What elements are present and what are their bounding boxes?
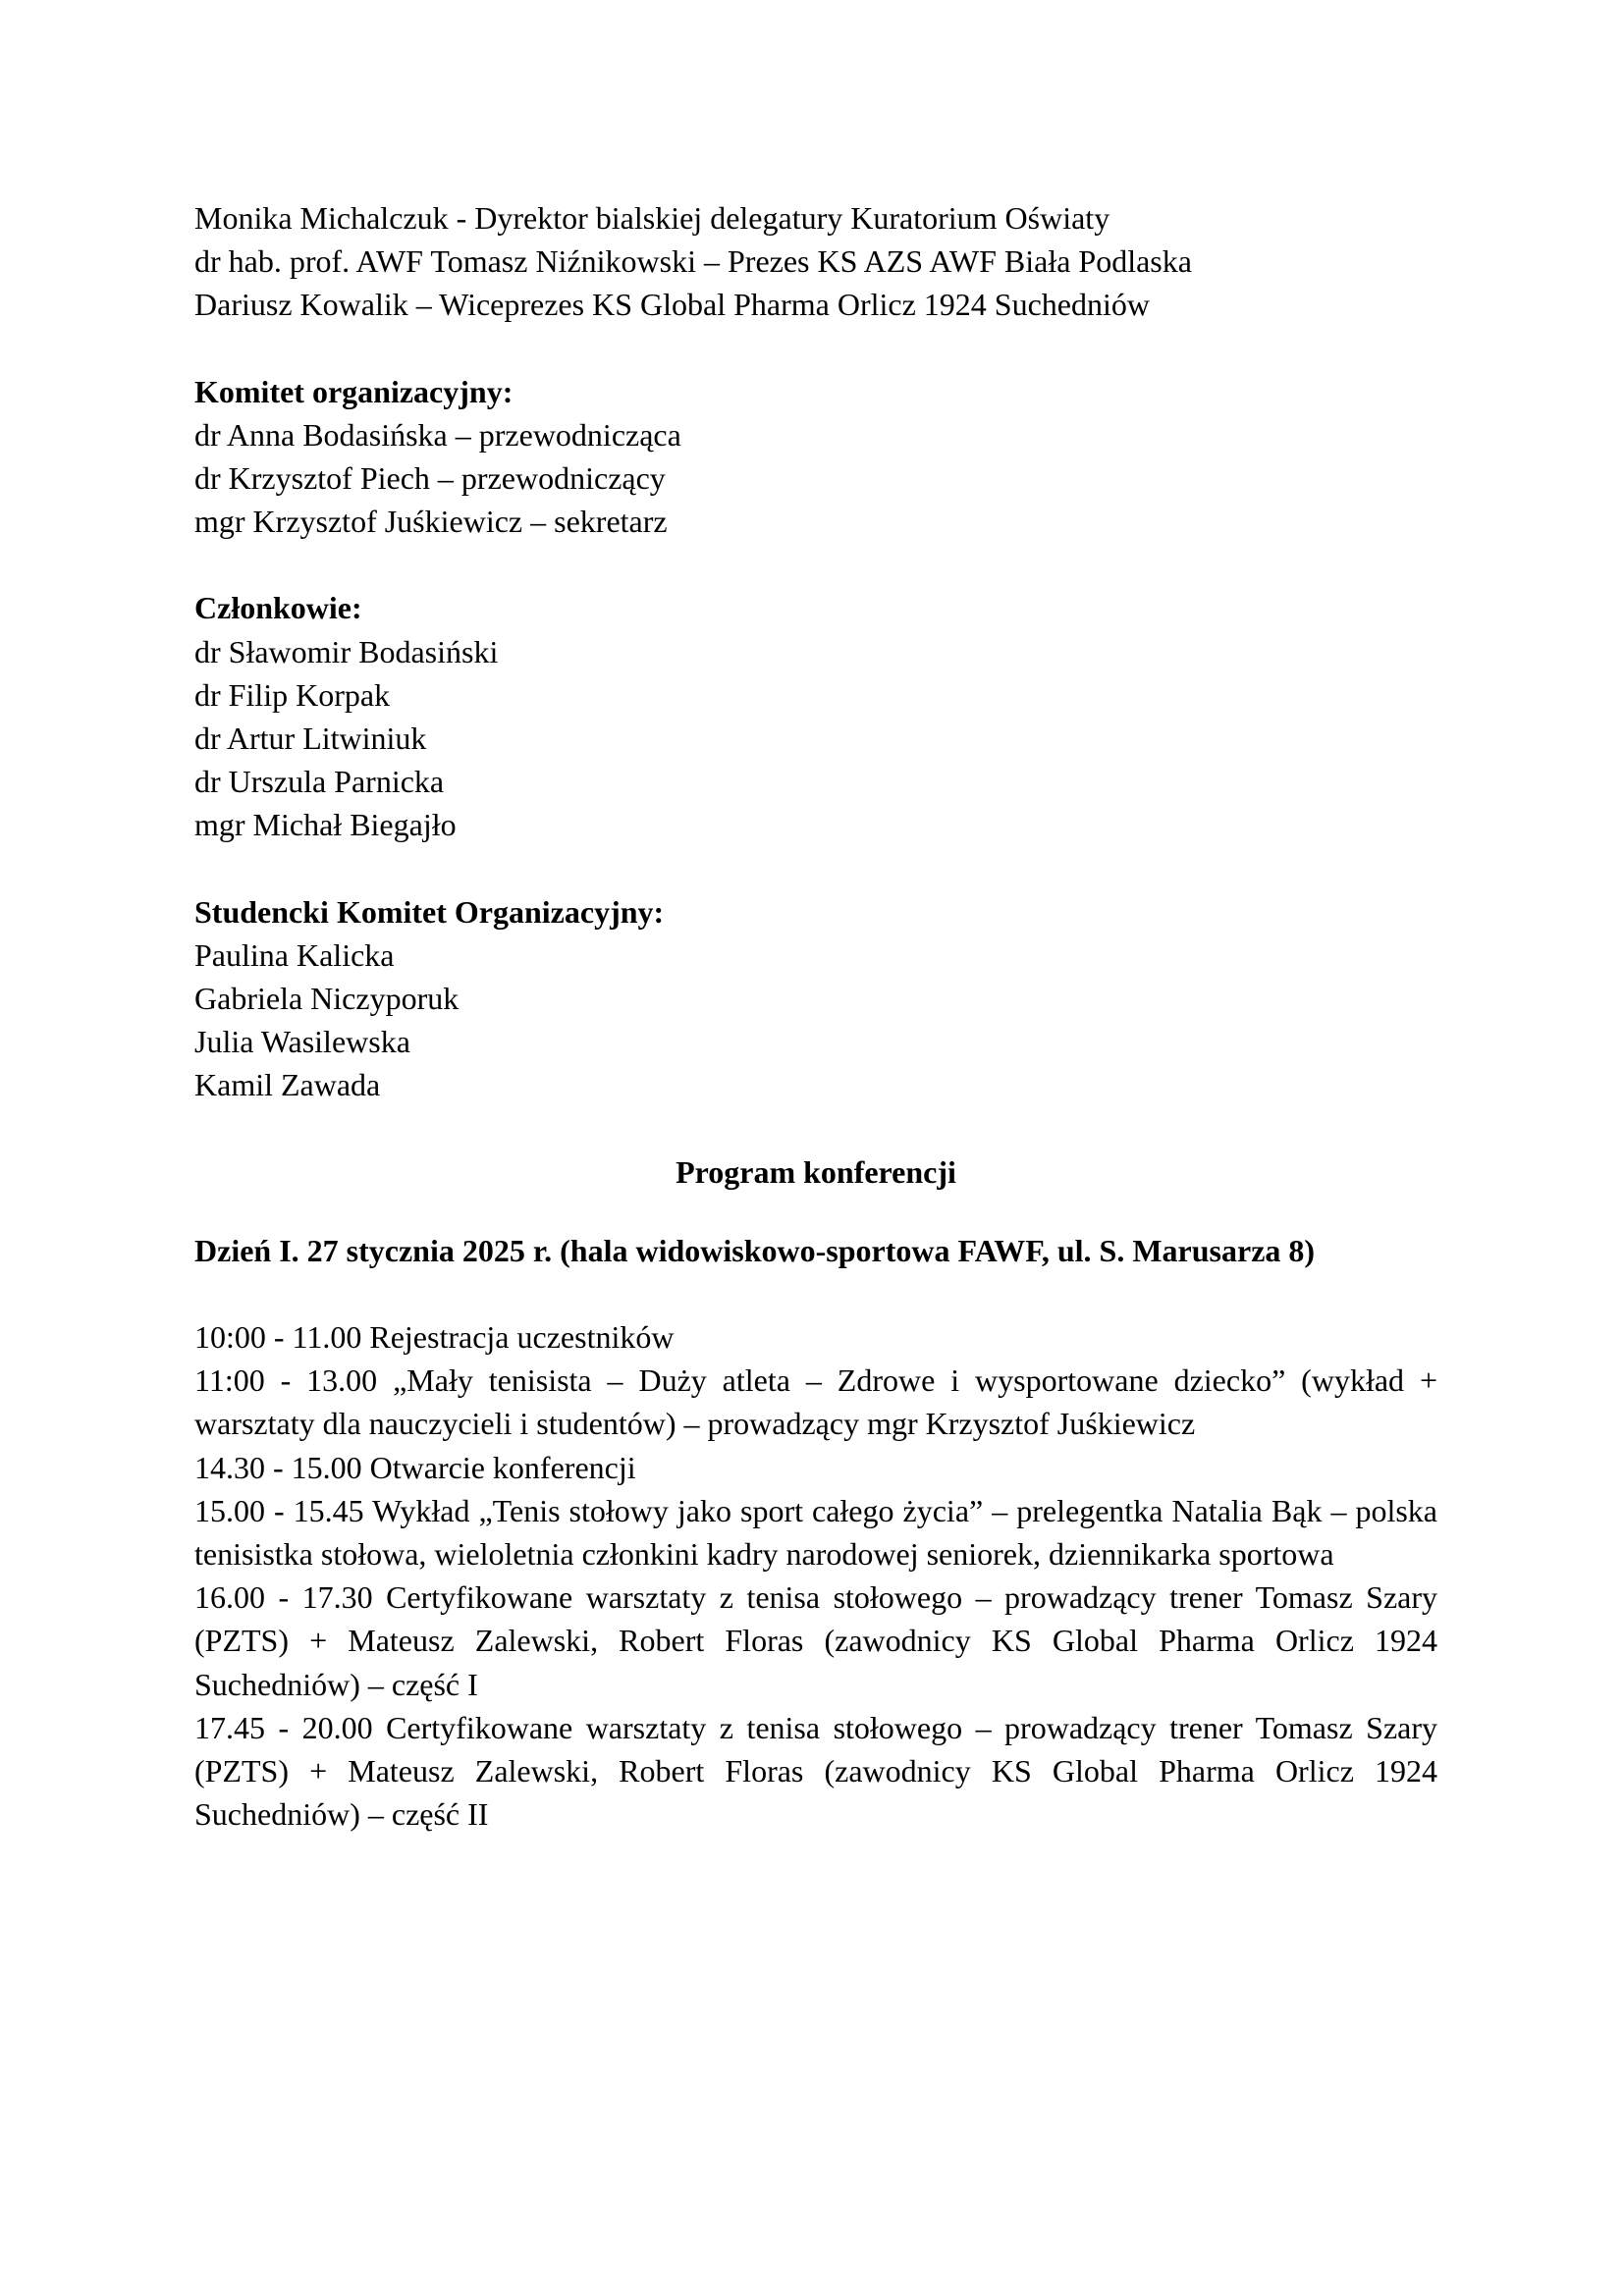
member-item: dr Sławomir Bodasiński <box>194 633 499 669</box>
program-title: Program konferencji <box>676 1153 956 1190</box>
student-member: Julia Wasilewska <box>194 1024 410 1060</box>
student-member: Kamil Zawada <box>194 1067 381 1103</box>
member-item: dr Filip Korpak <box>194 676 391 713</box>
member-item: dr Urszula Parnicka <box>194 764 445 800</box>
program-item: 11:00 - 13.00 „Mały tenisista – Duży atleta – Zdrowe i wysportowane dziecko” (wykład + warsztaty dla nauczycieli i studentów) – prowadzący mgr Krzysztof Juśkiewicz <box>194 1362 1437 1442</box>
student-member: Gabriela Niczyporuk <box>194 981 460 1017</box>
committee-member: dr Krzysztof Piech – przewodniczący <box>194 460 666 497</box>
program-item: 15.00 - 15.45 Wykład „Tenis stołowy jako sport całego życia” – prelegentka Natalia Bąk – polska tenisistka stołowa, wieloletnia członkini kadry narodowej seniorek, dziennikarka sportowa <box>194 1492 1437 1573</box>
guest-line: Monika Michalczuk - Dyrektor bialskiej delegatury Kuratorium Oświaty <box>194 200 1110 236</box>
committee-member: mgr Krzysztof Juśkiewicz – sekretarz <box>194 504 668 540</box>
members-section <box>194 586 1437 846</box>
program-schedule <box>194 1315 1437 1836</box>
guest-line: dr hab. prof. AWF Tomasz Niźnikowski – Prezes KS AZS AWF Biała Podlaska <box>194 243 1192 280</box>
program-item: 17.45 - 20.00 Certyfikowane warsztaty z tenisa stołowego – prowadzący trener Tomasz Szary (PZTS) + Mateusz Zalewski, Robert Floras (zawodnicy KS Global Pharma Orlicz 1924 Suchedniów) – część II <box>194 1709 1437 1833</box>
organizing-committee-heading: Komitet organizacyjny: <box>194 373 514 409</box>
program-item: 14.30 - 15.00 Otwarcie konferencji <box>194 1449 636 1485</box>
student-committee-heading: Studencki Komitet Organizacyjny: <box>194 893 665 930</box>
guest-line: Dariusz Kowalik – Wiceprezes KS Global Pharma Orlicz 1924 Suchedniów <box>194 287 1150 323</box>
day-heading: Dzień I. 27 stycznia 2025 r. (hala widowiskowo-sportowa FAWF, ul. S. Marusarza 8) <box>194 1232 1316 1268</box>
member-item: dr Artur Litwiniuk <box>194 721 427 757</box>
program-item: 10:00 - 11.00 Rejestracja uczestników <box>194 1319 675 1356</box>
guests-list <box>194 196 1437 327</box>
page-content <box>194 196 1437 1837</box>
student-member: Paulina Kalicka <box>194 936 395 973</box>
organizing-committee-section <box>194 370 1437 544</box>
student-committee-section <box>194 890 1437 1107</box>
committee-member: dr Anna Bodasińska – przewodnicząca <box>194 416 681 453</box>
member-item: mgr Michał Biegajło <box>194 807 457 843</box>
program-item: 16.00 - 17.30 Certyfikowane warsztaty z tenisa stołowego – prowadzący trener Tomasz Szary (PZTS) + Mateusz Zalewski, Robert Floras (zawodnicy KS Global Pharma Orlicz 1924 Suchedniów) – część I <box>194 1579 1437 1702</box>
members-heading: Członkowie: <box>194 590 362 626</box>
